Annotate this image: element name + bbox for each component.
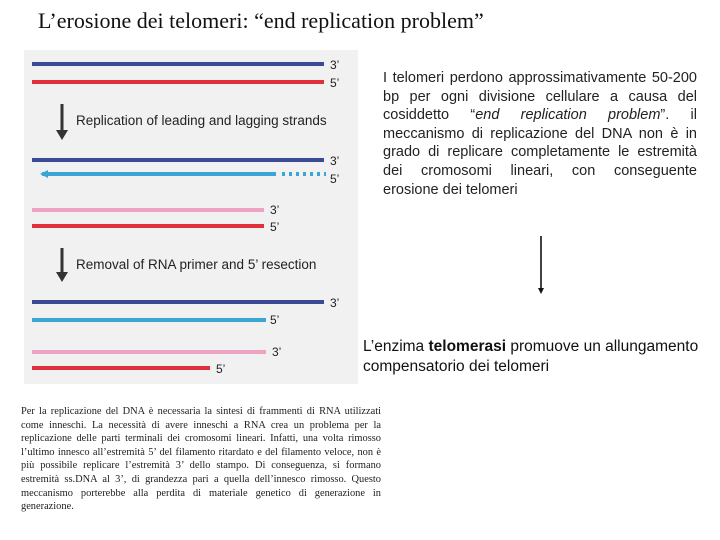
label-3prime: 3’ <box>270 203 280 217</box>
telomere-loss-paragraph <box>383 69 697 199</box>
telomerase-text-b: promuove un allungamento compensatorio dei telomeri <box>363 338 699 375</box>
step-label-removal: Removal of RNA primer and 5’ resection <box>76 257 317 272</box>
explanation-paragraph: Per la replicazione del DNA è necessaria la sintesi di frammenti di RNA utilizzati come inneschi. La necessità di avere inneschi a RNA crea un problema per la replicazione delle parti terminali dei cromosomi lineari. Infatti, una volta rimosso l’ultimo innesco all’estremità 5’ del filamento ritardato e del filamento veloce, non è più possibile replicare l’estremità 3’ dello stampo. Di conseguenza, si formano estremità ss.DNA al 3’, di grandezza pari a quella dell’innesco rimosso. Questo meccanismo porterebbe alla perdita di materiale genetico di generazione in generazione. <box>21 406 381 513</box>
label-3prime: 3’ <box>330 154 340 168</box>
step-arrow-head <box>56 130 68 140</box>
telomere-loss-text-a: I telomeri perdono approssimativamente 50-200 bp per ogni divisione cellulare a causa del cosiddetto “ <box>383 70 697 124</box>
label-5prime: 5’ <box>330 172 340 186</box>
page-title: L’erosione dei telomeri: “end replication problem” <box>38 8 484 33</box>
telomerase-text-bold: telomerasi <box>428 338 507 355</box>
label-5prime: 5’ <box>270 313 280 327</box>
telomere-loss-text-italic: end replication problem <box>475 107 661 124</box>
label-3prime: 3’ <box>272 345 282 359</box>
down-arrow-icon <box>538 236 544 294</box>
step-label-replication: Replication of leading and lagging strands <box>76 113 327 128</box>
label-3prime: 3’ <box>330 58 340 72</box>
replication-diagram <box>24 50 358 384</box>
label-3prime: 3’ <box>330 296 340 310</box>
telomerase-statement <box>363 337 703 377</box>
label-5prime: 5’ <box>270 220 280 234</box>
telomerase-text-a: L’enzima <box>363 338 429 355</box>
telomere-loss-text-b: ”. il meccanismo di replicazione del DNA non è in grado di replicare completamente le estremità dei cromosomi lineari, con conseguente erosione dei telomeri <box>383 107 697 198</box>
step-arrow-head <box>56 272 68 282</box>
label-5prime: 5’ <box>330 76 340 90</box>
label-5prime: 5’ <box>216 362 226 376</box>
